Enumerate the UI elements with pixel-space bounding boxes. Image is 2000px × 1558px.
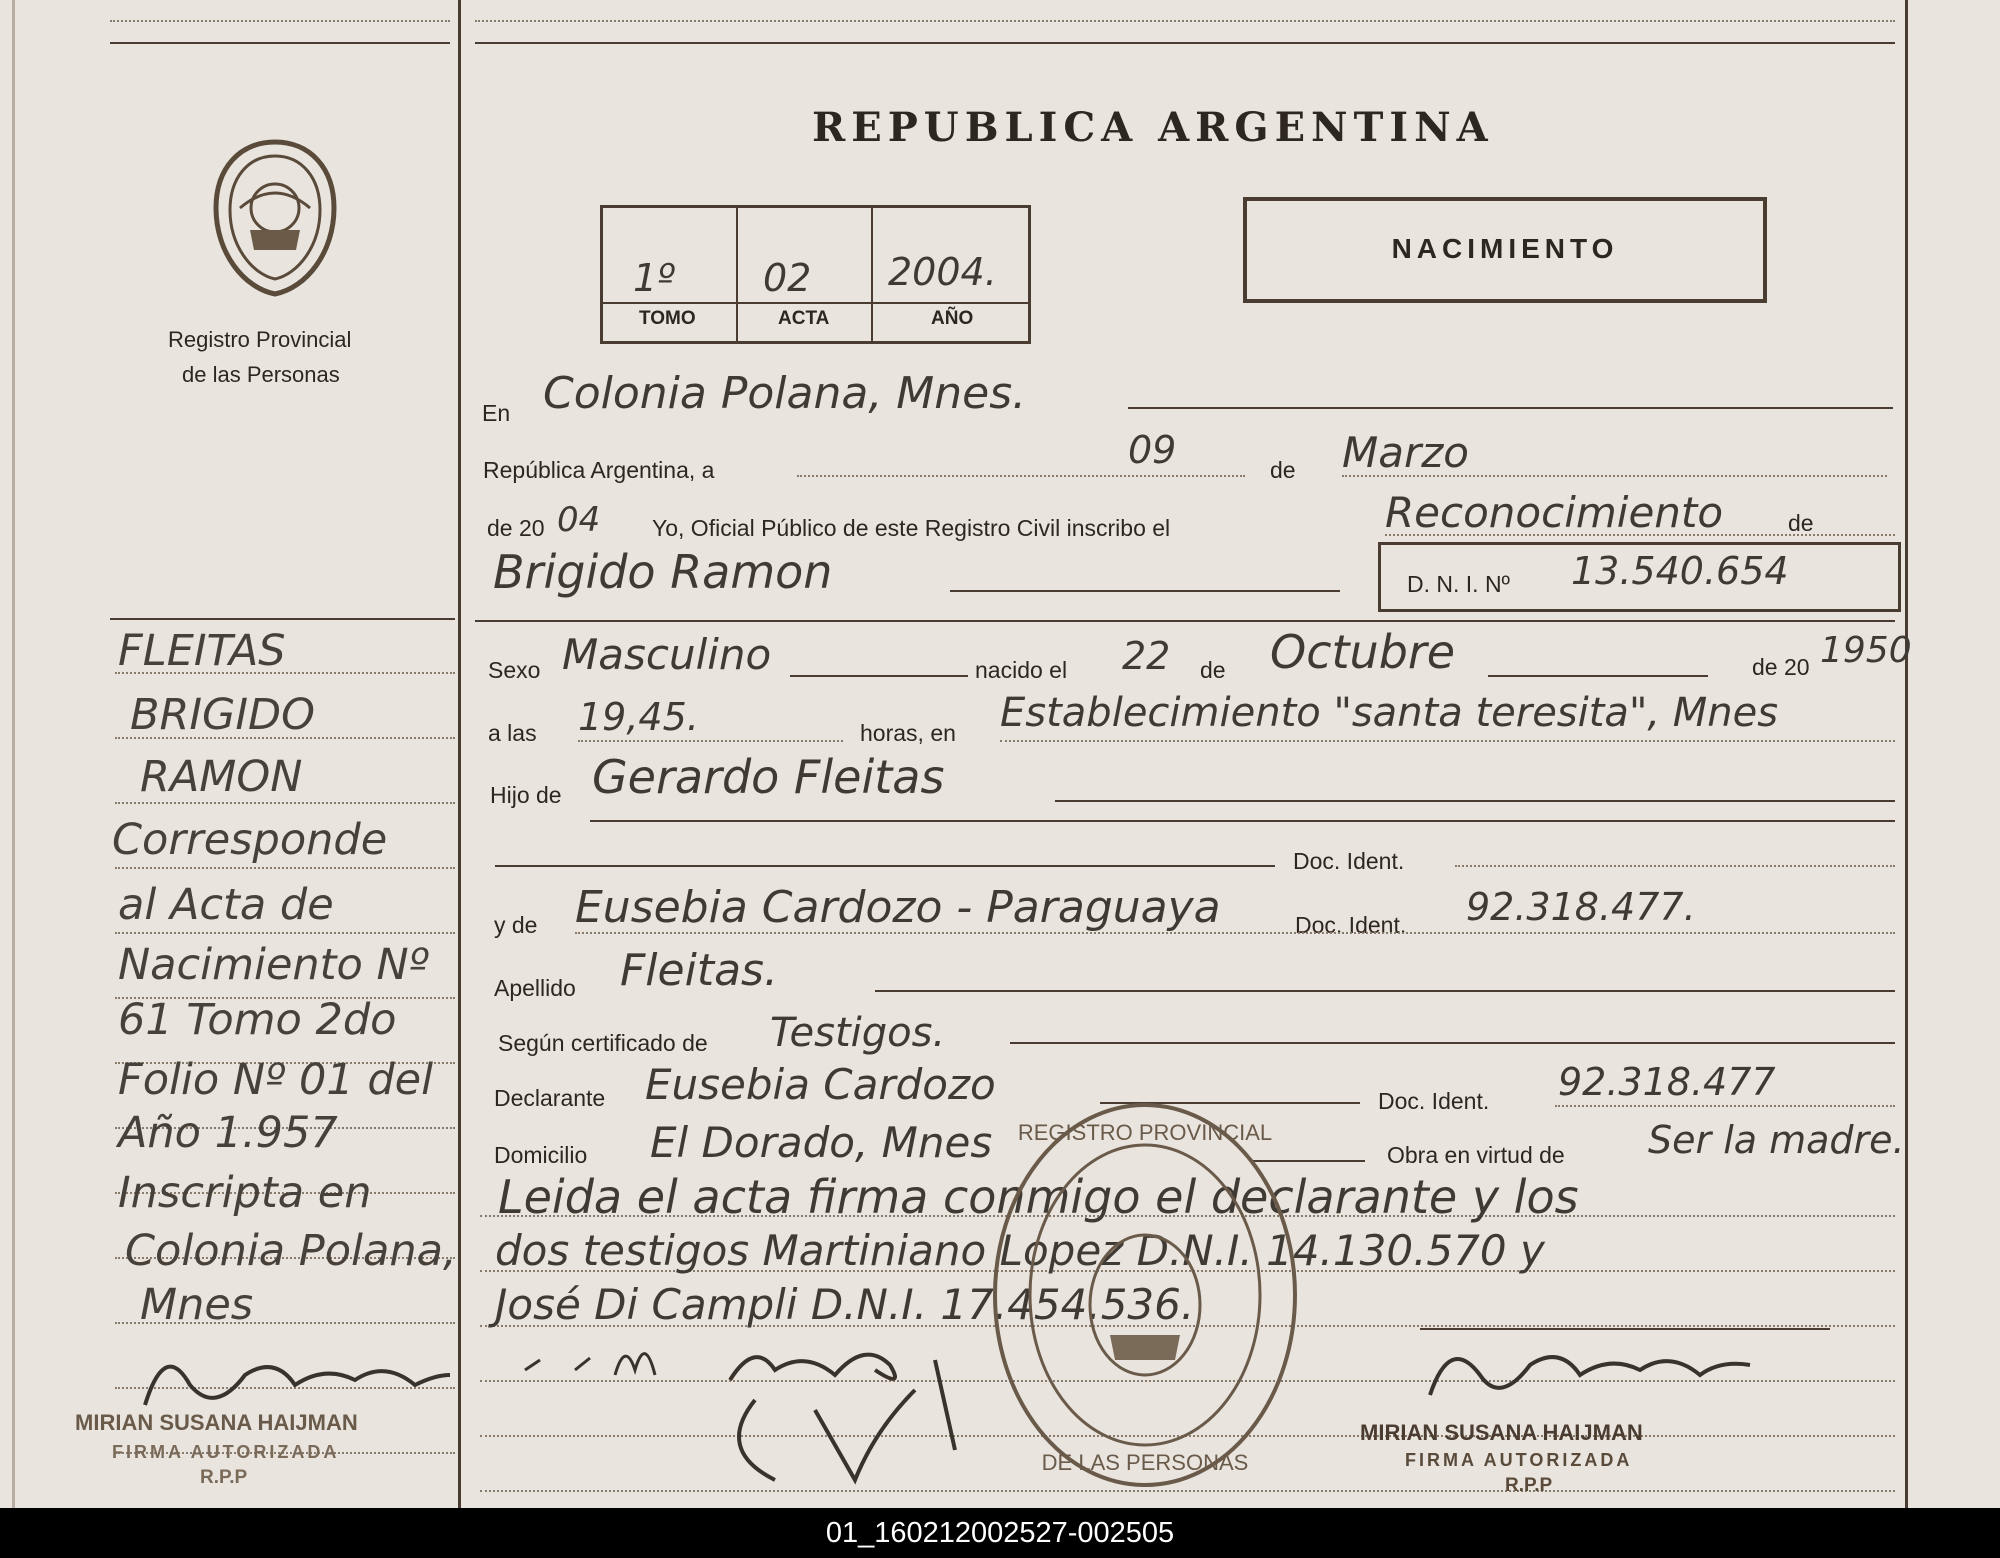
top-dotted-right [475, 20, 1895, 22]
side-note-line-1: FLEITAS [118, 626, 286, 676]
line-father-doc-left [495, 865, 1275, 867]
value-dni: 13.540.654 [1571, 549, 1789, 593]
label-republica: República Argentina, a [483, 457, 715, 483]
value-birth-time: 19,45. [578, 695, 699, 739]
signature-rule-right [1420, 1328, 1830, 1330]
official-office-left: R.P.P [200, 1467, 248, 1488]
ano-value: 2004. [888, 250, 997, 294]
side-note-line-7: 61 Tomo 2do [118, 995, 397, 1045]
value-certificate: Testigos. [770, 1010, 946, 1056]
label-declarante: Declarante [494, 1085, 606, 1111]
side-note-line-11: Colonia Polana, [125, 1226, 457, 1276]
official-signature-left [135, 1340, 455, 1420]
side-line-5 [115, 932, 455, 934]
line-certificate [1010, 1042, 1895, 1044]
line-place [1128, 407, 1893, 409]
registry-name-line1: Registro Provincial [168, 327, 352, 352]
line-sexo [790, 675, 968, 677]
value-mother-doc: 92.318.477. [1466, 885, 1696, 929]
section-rule [475, 620, 1895, 622]
side-note-line-4: Corresponde [112, 815, 388, 865]
label-oficial: Yo, Oficial Público de este Registro Civil inscribo el [652, 515, 1171, 541]
value-act-type: Reconocimiento [1385, 488, 1724, 537]
line-birth-time [578, 740, 843, 742]
top-rule-right [475, 42, 1895, 44]
observation-line-3: José Di Campli D.N.I. 17.454.536. [495, 1280, 1195, 1329]
top-dotted-left [110, 20, 450, 22]
value-month: Marzo [1342, 428, 1469, 477]
acta-label: ACTA [778, 308, 830, 329]
svg-text:REGISTRO PROVINCIAL: REGISTRO PROVINCIAL [1017, 1120, 1273, 1145]
side-note-line-8: Folio Nº 01 del [118, 1055, 434, 1105]
label-horas: horas, en [860, 720, 956, 746]
registry-name-line2: de las Personas [182, 362, 340, 387]
label-de-month: de [1270, 457, 1296, 483]
value-person-name: Brigido Ramon [493, 545, 833, 599]
value-day: 09 [1128, 428, 1177, 472]
line-declarante-doc [1555, 1105, 1895, 1107]
line-mother [575, 932, 1895, 934]
right-border [1905, 0, 1908, 1508]
line-person-name [950, 590, 1340, 592]
side-note-line-10: Inscripta en [118, 1168, 372, 1218]
dni-box [1378, 542, 1901, 612]
side-note-line-3: RAMON [140, 752, 303, 802]
label-doc-ident-2: Doc. Ident. [1295, 912, 1407, 938]
side-note-line-9: Año 1.957 [118, 1108, 338, 1158]
acta-value: 02 [763, 256, 812, 300]
ano-label: AÑO [931, 308, 974, 329]
image-caption: 01_160212002527-002505 [0, 1508, 2000, 1558]
label-domicilio: Domicilio [494, 1142, 588, 1168]
value-year-suffix: 04 [557, 500, 601, 540]
value-birth-year: 1950 [1820, 630, 1912, 671]
left-binding [12, 0, 15, 1508]
line-birth-month [1488, 675, 1708, 677]
record-number-box [600, 205, 1031, 344]
label-de-20: de 20 [487, 515, 545, 541]
value-place: Colonia Polana, Mnes. [543, 368, 1027, 419]
declarant-signature [515, 1330, 1035, 1500]
line-apellido [875, 990, 1895, 992]
value-declarante: Eusebia Cardozo [645, 1060, 996, 1109]
column-divider [458, 0, 461, 1508]
line-father-2 [590, 820, 1895, 822]
line-father [1055, 800, 1895, 802]
official-office-right: R.P.P [1505, 1475, 1553, 1496]
value-father: Gerardo Fleitas [592, 750, 945, 804]
side-line-4 [115, 867, 455, 869]
label-hijo: Hijo de [490, 782, 562, 808]
label-obra: Obra en virtud de [1387, 1142, 1565, 1168]
side-note-line-5: al Acta de [118, 880, 334, 930]
label-sexo: Sexo [488, 657, 541, 683]
official-role-left: FIRMA AUTORIZADA [112, 1442, 340, 1462]
label-dni: D. N. I. Nº [1407, 571, 1510, 597]
value-birth-place: Establecimiento "santa teresita", Mnes [1000, 690, 1779, 736]
value-sexo: Masculino [562, 630, 772, 679]
label-de-birth: de [1200, 657, 1226, 683]
official-signature-right [1420, 1335, 1760, 1415]
value-birth-day: 22 [1122, 634, 1171, 678]
line-act-type [1385, 534, 1895, 536]
label-de-act: de [1788, 510, 1814, 536]
side-note-line-12: Mnes [140, 1280, 254, 1330]
label-en: En [482, 400, 511, 426]
label-segun: Según certificado de [498, 1030, 708, 1056]
label-de-20-birth: de 20 [1752, 654, 1810, 680]
line-month [1342, 475, 1887, 477]
line-day [797, 475, 1245, 477]
provincial-emblem [210, 138, 340, 298]
label-doc-ident-1: Doc. Ident. [1293, 848, 1405, 874]
record-type-box [1243, 197, 1767, 303]
tomo-value: 1º [633, 256, 676, 300]
value-birth-month: Octubre [1270, 625, 1456, 679]
side-note-line-2: BRIGIDO [130, 690, 316, 740]
value-declarante-doc: 92.318.477 [1558, 1060, 1776, 1104]
top-rule-left [110, 42, 450, 44]
value-apellido: Fleitas. [620, 945, 778, 996]
line-birth-place [1000, 740, 1895, 742]
value-domicilio: El Dorado, Mnes [650, 1118, 993, 1167]
value-mother: Eusebia Cardozo - Paraguaya [575, 882, 1221, 933]
left-section-rule [110, 618, 455, 620]
official-name-right: MIRIAN SUSANA HAIJMAN [1360, 1420, 1643, 1445]
document-title: REPUBLICA ARGENTINA [812, 104, 1494, 151]
official-name-left: MIRIAN SUSANA HAIJMAN [75, 1410, 358, 1435]
label-nacido: nacido el [975, 657, 1068, 683]
record-type: NACIMIENTO [1391, 233, 1619, 264]
value-obra: Ser la madre. [1648, 1118, 1905, 1162]
svg-text:DE LAS PERSONAS: DE LAS PERSONAS [1041, 1450, 1249, 1475]
label-doc-ident-3: Doc. Ident. [1378, 1088, 1490, 1114]
observation-line-1: Leida el acta firma conmigo el declarante y los [498, 1170, 1579, 1224]
label-a-las: a las [488, 720, 537, 746]
line-father-doc [1455, 865, 1895, 867]
official-role-right: FIRMA AUTORIZADA [1405, 1450, 1633, 1470]
label-apellido: Apellido [494, 975, 576, 1001]
tomo-label: TOMO [639, 308, 696, 329]
observation-line-2: dos testigos Martiniano Lopez D.N.I. 14.130.570 y [495, 1226, 1545, 1275]
side-line-3 [115, 802, 455, 804]
side-note-line-6: Nacimiento Nº [118, 940, 429, 990]
label-y-de: y de [494, 912, 538, 938]
